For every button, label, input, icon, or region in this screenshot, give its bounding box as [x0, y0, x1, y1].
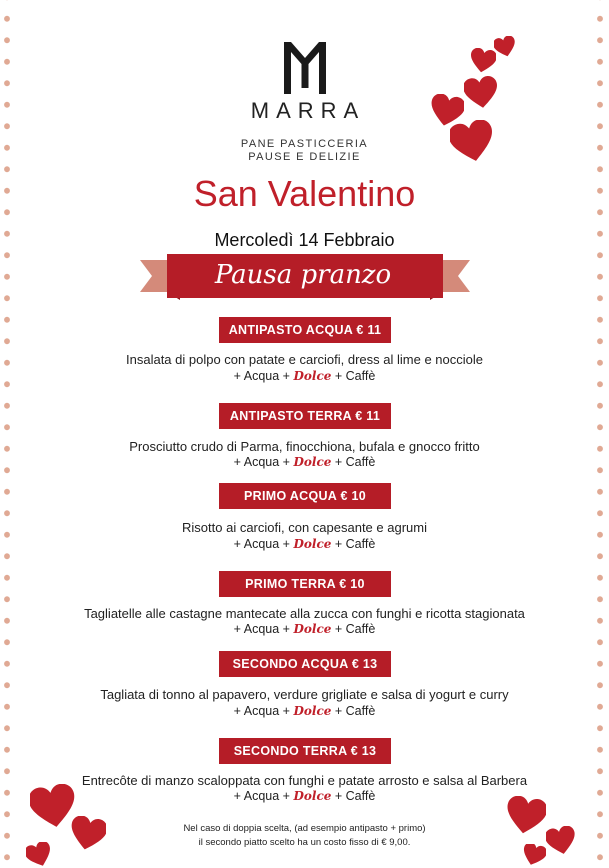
- dish-extras: [0, 622, 609, 636]
- dish-description: Tagliata di tonno al papavero, verdure grigliate e salsa di yogurt e curry: [100, 687, 509, 702]
- section-label: PRIMO ACQUA € 10: [219, 483, 391, 509]
- extras-prefix: + Acqua +: [233, 789, 290, 803]
- dolce-label: Dolce: [293, 455, 332, 469]
- dish-extras: [0, 704, 609, 718]
- section-label: SECONDO TERRA € 13: [219, 738, 391, 764]
- footnote-line-1: Nel caso di doppia scelta, (ad esempio antipasto + primo): [183, 823, 426, 834]
- footnote-line-2: il secondo piatto scelto ha un costo fisso di € 9,00.: [198, 837, 411, 848]
- dolce-label: Dolce: [293, 369, 332, 383]
- dish-extras: [0, 455, 609, 469]
- marra-logo-icon: [280, 40, 330, 96]
- extras-suffix: + Caffè: [334, 369, 376, 383]
- dish-description: Entrecôte di manzo scaloppata con funghi e patate arrosto e salsa al Barbera: [81, 773, 528, 788]
- dolce-label: Dolce: [293, 704, 332, 718]
- extras-suffix: + Caffè: [334, 622, 376, 636]
- dish-extras: [0, 369, 609, 383]
- dish-description: Tagliatelle alle castagne mantecate alla zucca con funghi e ricotta stagionata: [84, 606, 525, 621]
- right-dot-border: [593, 0, 607, 864]
- dolce-label: Dolce: [293, 789, 332, 803]
- logo: [0, 40, 609, 101]
- event-date: Mercoledì 14 Febbraio: [214, 230, 395, 250]
- extras-prefix: + Acqua +: [233, 537, 290, 551]
- page-title: San Valentino: [193, 173, 416, 214]
- brand-name: MARRA: [250, 98, 366, 123]
- extras-prefix: + Acqua +: [233, 369, 290, 383]
- dish-description: Insalata di polpo con patate e carciofi, dress al lime e nocciole: [126, 352, 483, 367]
- extras-prefix: + Acqua +: [233, 622, 290, 636]
- dish-extras: [0, 789, 609, 803]
- section-label: SECONDO ACQUA € 13: [219, 651, 391, 677]
- ribbon-label: Pausa pranzo: [214, 260, 392, 290]
- dish-extras: [0, 537, 609, 551]
- section-label: ANTIPASTO ACQUA € 11: [219, 317, 391, 343]
- extras-suffix: + Caffè: [334, 789, 376, 803]
- extras-suffix: + Caffè: [334, 704, 376, 718]
- extras-suffix: + Caffè: [334, 455, 376, 469]
- dish-description: Risotto ai carciofi, con capesante e agrumi: [182, 520, 427, 535]
- section-label: PRIMO TERRA € 10: [219, 571, 391, 597]
- extras-prefix: + Acqua +: [233, 704, 290, 718]
- extras-suffix: + Caffè: [334, 537, 376, 551]
- section-label: ANTIPASTO TERRA € 11: [219, 403, 391, 429]
- dish-description: Prosciutto crudo di Parma, finocchiona, bufala e gnocco fritto: [129, 439, 480, 454]
- brand-tagline-1: PANE PASTICCERIA: [240, 138, 369, 150]
- dolce-label: Dolce: [293, 537, 332, 551]
- brand-tagline-2: PAUSE E DELIZIE: [248, 151, 361, 163]
- extras-prefix: + Acqua +: [233, 455, 290, 469]
- left-dot-border: [0, 0, 14, 864]
- dolce-label: Dolce: [293, 622, 332, 636]
